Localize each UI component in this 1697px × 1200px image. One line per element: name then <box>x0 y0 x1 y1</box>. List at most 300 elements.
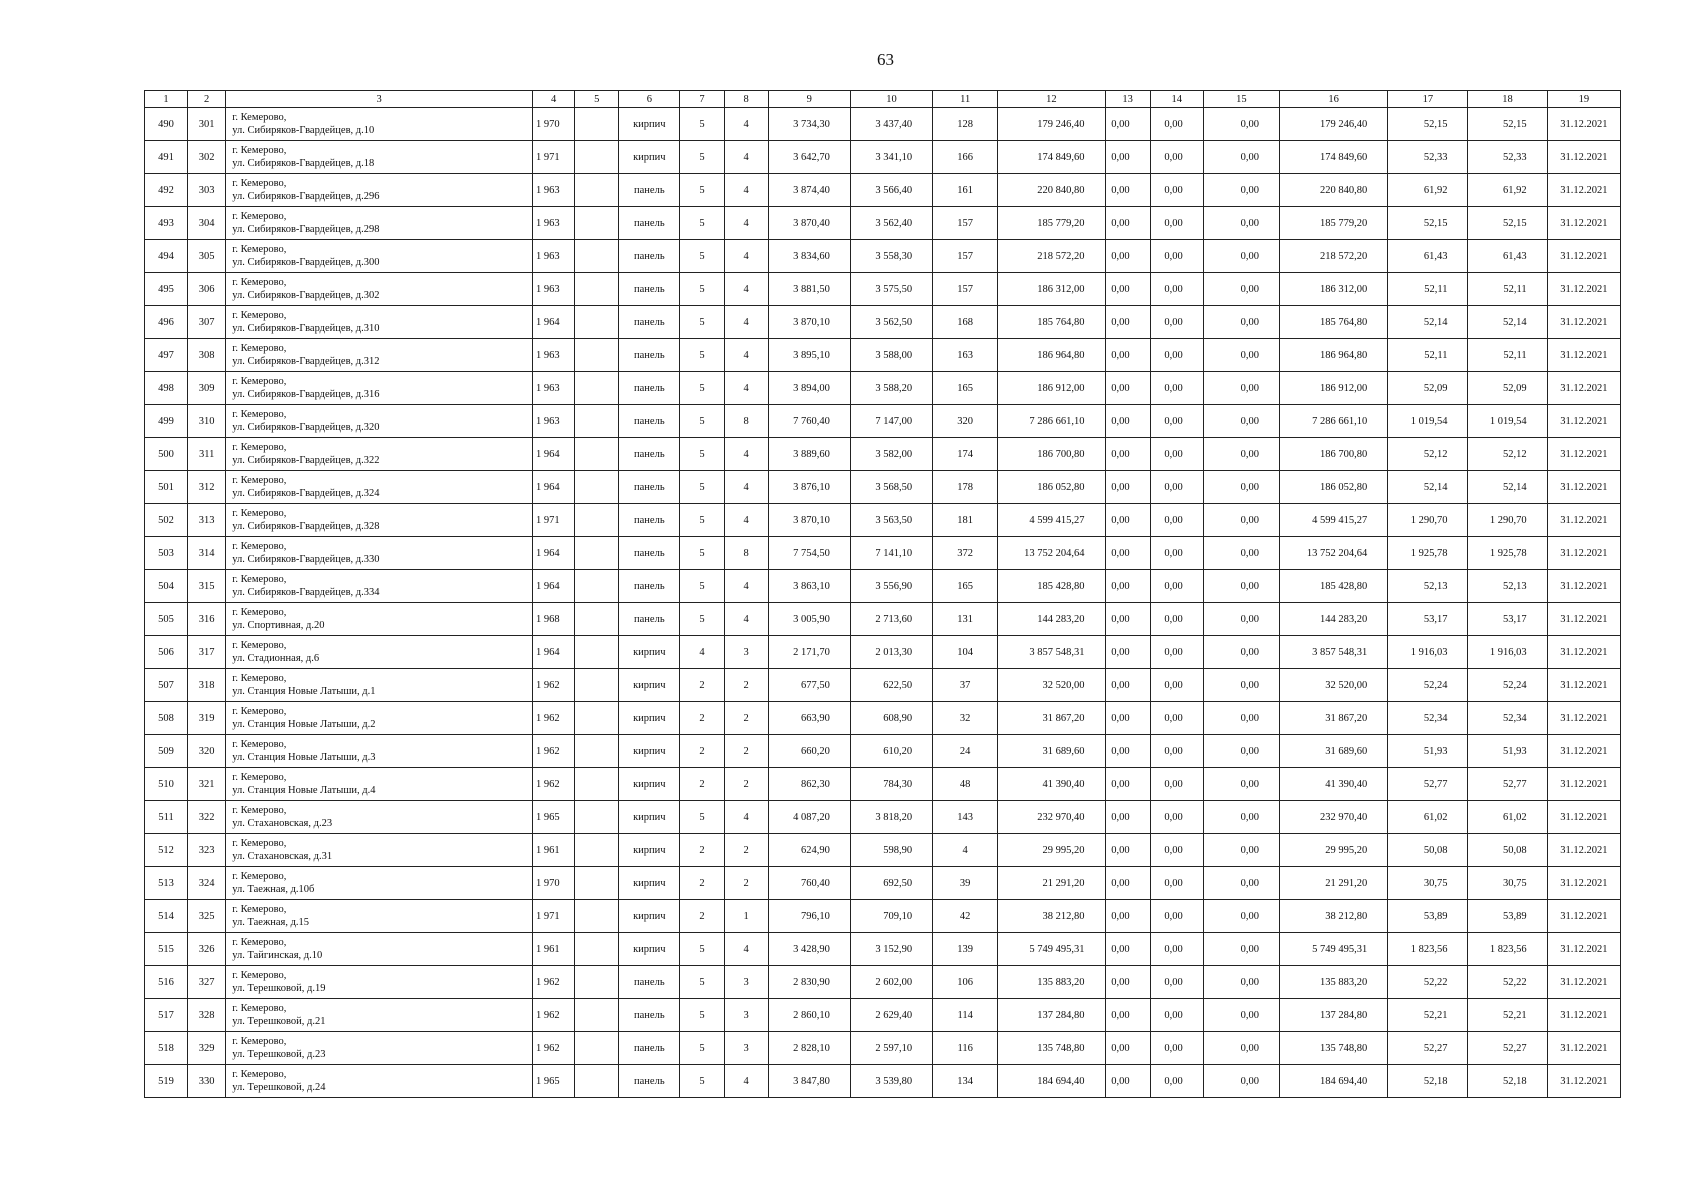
address-street: ул. Сибиряков-Гвардейцев, д.18 <box>232 158 375 169</box>
table-cell: 0,00 <box>1105 1065 1150 1098</box>
table-cell: 31.12.2021 <box>1547 768 1620 801</box>
table-cell: 52,34 <box>1388 702 1468 735</box>
address-cell <box>226 735 533 768</box>
address-street: ул. Сибиряков-Гвардейцев, д.320 <box>232 422 380 433</box>
table-cell: 137 284,80 <box>998 999 1105 1032</box>
table-cell: 303 <box>188 174 226 207</box>
table-cell: 179 246,40 <box>1279 108 1387 141</box>
table-cell <box>575 438 619 471</box>
column-header: 7 <box>680 91 724 108</box>
table-cell: 1 971 <box>533 141 575 174</box>
address-city: г. Кемерово, <box>232 904 287 915</box>
table-cell: 330 <box>188 1065 226 1098</box>
table-cell: 308 <box>188 339 226 372</box>
table-row <box>145 141 1621 174</box>
table-row <box>145 966 1621 999</box>
table-cell: 0,00 <box>1105 735 1150 768</box>
table-cell: 660,20 <box>768 735 850 768</box>
table-cell: 0,00 <box>1203 669 1279 702</box>
column-header: 12 <box>998 91 1105 108</box>
table-cell: 3 876,10 <box>768 471 850 504</box>
table-cell: 0,00 <box>1105 999 1150 1032</box>
table-cell: 326 <box>188 933 226 966</box>
table-cell: 61,02 <box>1388 801 1468 834</box>
table-cell: 53,89 <box>1468 900 1547 933</box>
table-cell: 0,00 <box>1105 471 1150 504</box>
table-cell: 4 <box>724 108 768 141</box>
table-cell: 3 556,90 <box>850 570 932 603</box>
table-cell: 134 <box>933 1065 998 1098</box>
table-cell: 52,21 <box>1388 999 1468 1032</box>
table-cell: 4 <box>724 933 768 966</box>
table-cell: 0,00 <box>1203 339 1279 372</box>
table-cell: 3 834,60 <box>768 240 850 273</box>
table-cell: 610,20 <box>850 735 932 768</box>
table-cell: 1 290,70 <box>1388 504 1468 537</box>
address-street: ул. Сибиряков-Гвардейцев, д.328 <box>232 521 380 532</box>
table-cell: 32 520,00 <box>998 669 1105 702</box>
table-cell: 31.12.2021 <box>1547 141 1620 174</box>
table-cell: 372 <box>933 537 998 570</box>
table-cell: 186 052,80 <box>998 471 1105 504</box>
address-cell <box>226 372 533 405</box>
table-cell: 3 575,50 <box>850 273 932 306</box>
table-cell: 0,00 <box>1203 768 1279 801</box>
table-cell: 31.12.2021 <box>1547 834 1620 867</box>
table-cell: 38 212,80 <box>998 900 1105 933</box>
table-cell: 52,12 <box>1468 438 1547 471</box>
table-cell <box>575 966 619 999</box>
column-header: 15 <box>1203 91 1279 108</box>
table-cell: 52,22 <box>1468 966 1547 999</box>
address-cell <box>226 768 533 801</box>
table-cell: 52,77 <box>1468 768 1547 801</box>
table-cell: 41 390,40 <box>998 768 1105 801</box>
table-cell: кирпич <box>619 636 680 669</box>
table-cell: 622,50 <box>850 669 932 702</box>
table-cell: 220 840,80 <box>998 174 1105 207</box>
table-cell: 0,00 <box>1105 141 1150 174</box>
column-header: 3 <box>226 91 533 108</box>
table-cell: 301 <box>188 108 226 141</box>
table-cell: 309 <box>188 372 226 405</box>
table-cell: 0,00 <box>1150 273 1203 306</box>
table-cell: 0,00 <box>1150 405 1203 438</box>
table-cell: 1 962 <box>533 1032 575 1065</box>
table-cell: 3 <box>724 636 768 669</box>
table-cell: 0,00 <box>1203 405 1279 438</box>
table-cell: 677,50 <box>768 669 850 702</box>
table-cell: 506 <box>145 636 188 669</box>
table-cell: 0,00 <box>1203 570 1279 603</box>
table-cell: 0,00 <box>1150 537 1203 570</box>
table-cell: 137 284,80 <box>1279 999 1387 1032</box>
table-cell: 314 <box>188 537 226 570</box>
address-city: г. Кемерово, <box>232 277 287 288</box>
table-cell: 31.12.2021 <box>1547 372 1620 405</box>
table-cell: 862,30 <box>768 768 850 801</box>
table-cell: 2 <box>724 669 768 702</box>
table-cell: 135 883,20 <box>998 966 1105 999</box>
housing-registry-table <box>144 90 1621 1098</box>
table-cell: 185 428,80 <box>998 570 1105 603</box>
table-cell: 144 283,20 <box>1279 603 1387 636</box>
table-cell: 5 <box>680 933 724 966</box>
table-cell: 2 <box>724 867 768 900</box>
table-row <box>145 339 1621 372</box>
table-cell: 512 <box>145 834 188 867</box>
table-cell: 0,00 <box>1150 471 1203 504</box>
table-cell: 31.12.2021 <box>1547 273 1620 306</box>
table-cell: 52,12 <box>1388 438 1468 471</box>
address-cell <box>226 669 533 702</box>
table-cell: 1 964 <box>533 570 575 603</box>
address-street: ул. Сибиряков-Гвардейцев, д.334 <box>232 587 380 598</box>
address-street: ул. Сибиряков-Гвардейцев, д.310 <box>232 323 380 334</box>
table-cell: 515 <box>145 933 188 966</box>
table-cell: 490 <box>145 108 188 141</box>
address-city: г. Кемерово, <box>232 508 287 519</box>
table-cell: 0,00 <box>1203 1032 1279 1065</box>
table-cell: 5 <box>680 603 724 636</box>
address-cell <box>226 405 533 438</box>
table-cell: 0,00 <box>1203 900 1279 933</box>
table-cell <box>575 603 619 636</box>
column-header: 5 <box>575 91 619 108</box>
table-cell <box>575 108 619 141</box>
table-cell: 52,18 <box>1388 1065 1468 1098</box>
table-cell <box>575 900 619 933</box>
table-cell: 5 <box>680 273 724 306</box>
table-cell: 502 <box>145 504 188 537</box>
table-cell <box>575 768 619 801</box>
table-cell <box>575 405 619 438</box>
table-cell: 505 <box>145 603 188 636</box>
table-cell: 0,00 <box>1105 900 1150 933</box>
table-cell: 31.12.2021 <box>1547 867 1620 900</box>
table-cell: 1 916,03 <box>1388 636 1468 669</box>
table-cell: 114 <box>933 999 998 1032</box>
table-cell: 1 925,78 <box>1468 537 1547 570</box>
page-number: 63 <box>877 50 894 69</box>
table-cell: 3 428,90 <box>768 933 850 966</box>
table-cell: 7 754,50 <box>768 537 850 570</box>
table-row <box>145 174 1621 207</box>
table-cell: 21 291,20 <box>998 867 1105 900</box>
address-cell <box>226 504 533 537</box>
table-cell: 185 779,20 <box>1279 207 1387 240</box>
table-cell: 31.12.2021 <box>1547 603 1620 636</box>
table-cell: 31.12.2021 <box>1547 570 1620 603</box>
table-cell: 494 <box>145 240 188 273</box>
table-cell: 31.12.2021 <box>1547 339 1620 372</box>
table-cell <box>575 867 619 900</box>
table-cell: 324 <box>188 867 226 900</box>
column-header: 6 <box>619 91 680 108</box>
table-cell: 31.12.2021 <box>1547 438 1620 471</box>
table-cell: 517 <box>145 999 188 1032</box>
table-cell: 31.12.2021 <box>1547 669 1620 702</box>
table-cell: 52,11 <box>1468 273 1547 306</box>
table-cell: 5 <box>680 999 724 1032</box>
table-cell: 0,00 <box>1150 240 1203 273</box>
table-cell: 3 874,40 <box>768 174 850 207</box>
table-cell: панель <box>619 471 680 504</box>
table-cell: 52,14 <box>1388 471 1468 504</box>
table-cell: 2 830,90 <box>768 966 850 999</box>
table-row <box>145 207 1621 240</box>
table-cell: 3 894,00 <box>768 372 850 405</box>
table-cell: 1 968 <box>533 603 575 636</box>
address-city: г. Кемерово, <box>232 178 287 189</box>
table-cell: 1 963 <box>533 273 575 306</box>
table-cell: 0,00 <box>1105 834 1150 867</box>
table-cell <box>575 306 619 339</box>
table-cell: кирпич <box>619 669 680 702</box>
table-row <box>145 636 1621 669</box>
table-cell: 491 <box>145 141 188 174</box>
address-city: г. Кемерово, <box>232 937 287 948</box>
table-cell: 3 558,30 <box>850 240 932 273</box>
table-cell: 0,00 <box>1105 669 1150 702</box>
table-cell: 1 964 <box>533 537 575 570</box>
column-header: 11 <box>933 91 998 108</box>
table-cell: 317 <box>188 636 226 669</box>
table-cell: 518 <box>145 1032 188 1065</box>
table-cell: панель <box>619 273 680 306</box>
table-cell: 2 <box>724 702 768 735</box>
table-cell: 3 568,50 <box>850 471 932 504</box>
column-header: 14 <box>1150 91 1203 108</box>
address-street: ул. Сибиряков-Гвардейцев, д.316 <box>232 389 380 400</box>
table-cell: 52,33 <box>1468 141 1547 174</box>
table-cell: 0,00 <box>1150 999 1203 1032</box>
address-city: г. Кемерово, <box>232 739 287 750</box>
table-cell: 38 212,80 <box>1279 900 1387 933</box>
address-city: г. Кемерово, <box>232 607 287 618</box>
table-cell: панель <box>619 207 680 240</box>
table-cell: 61,92 <box>1468 174 1547 207</box>
address-city: г. Кемерово, <box>232 838 287 849</box>
table-cell: 5 <box>680 1065 724 1098</box>
table-cell: панель <box>619 372 680 405</box>
table-cell: 0,00 <box>1203 867 1279 900</box>
table-cell: 608,90 <box>850 702 932 735</box>
table-cell: 1 925,78 <box>1388 537 1468 570</box>
table-cell: 0,00 <box>1203 999 1279 1032</box>
table-cell: 1 963 <box>533 240 575 273</box>
table-cell: 1 971 <box>533 504 575 537</box>
table-cell: 1 970 <box>533 867 575 900</box>
table-cell: 323 <box>188 834 226 867</box>
table-cell: 3 870,10 <box>768 306 850 339</box>
table-cell: 31.12.2021 <box>1547 702 1620 735</box>
table-cell: 52,15 <box>1388 108 1468 141</box>
table-cell: 5 <box>680 306 724 339</box>
table-row <box>145 999 1621 1032</box>
table-cell: панель <box>619 240 680 273</box>
table-cell: 4 <box>724 339 768 372</box>
table-cell: 3 <box>724 1032 768 1065</box>
table-cell: 32 520,00 <box>1279 669 1387 702</box>
table-cell: 4 <box>724 141 768 174</box>
table-cell: 3 895,10 <box>768 339 850 372</box>
table-cell: 61,43 <box>1468 240 1547 273</box>
table-cell: 2 713,60 <box>850 603 932 636</box>
table-cell: 52,18 <box>1468 1065 1547 1098</box>
table-cell: 796,10 <box>768 900 850 933</box>
table-cell: кирпич <box>619 801 680 834</box>
address-city: г. Кемерово, <box>232 706 287 717</box>
table-cell: 0,00 <box>1203 273 1279 306</box>
table-cell: 663,90 <box>768 702 850 735</box>
table-cell: 31.12.2021 <box>1547 108 1620 141</box>
table-cell: 0,00 <box>1105 207 1150 240</box>
table-cell: панель <box>619 405 680 438</box>
address-city: г. Кемерово, <box>232 244 287 255</box>
column-number-row <box>145 91 1621 108</box>
table-cell: 52,14 <box>1468 306 1547 339</box>
address-street: ул. Сибиряков-Гвардейцев, д.302 <box>232 290 380 301</box>
table-cell: 3 563,50 <box>850 504 932 537</box>
table-cell: 3 539,80 <box>850 1065 932 1098</box>
table-cell: 52,27 <box>1468 1032 1547 1065</box>
table-cell: 2 <box>724 834 768 867</box>
table-cell: 0,00 <box>1105 702 1150 735</box>
table-cell: 31.12.2021 <box>1547 405 1620 438</box>
table-cell: 21 291,20 <box>1279 867 1387 900</box>
address-city: г. Кемерово, <box>232 772 287 783</box>
table-cell: панель <box>619 174 680 207</box>
address-city: г. Кемерово, <box>232 211 287 222</box>
table-cell: 0,00 <box>1203 735 1279 768</box>
table-row <box>145 1065 1621 1098</box>
address-cell <box>226 207 533 240</box>
table-cell: 2 <box>680 900 724 933</box>
table-cell: 325 <box>188 900 226 933</box>
table-cell: 0,00 <box>1105 504 1150 537</box>
table-cell: 31.12.2021 <box>1547 537 1620 570</box>
table-cell: 498 <box>145 372 188 405</box>
table-row <box>145 1032 1621 1065</box>
table-cell: панель <box>619 570 680 603</box>
table-cell: 624,90 <box>768 834 850 867</box>
table-cell: 4 <box>724 570 768 603</box>
address-cell <box>226 900 533 933</box>
table-cell: 3 847,80 <box>768 1065 850 1098</box>
table-cell: 495 <box>145 273 188 306</box>
table-cell <box>575 273 619 306</box>
table-cell: 61,92 <box>1388 174 1468 207</box>
table-cell: 0,00 <box>1105 339 1150 372</box>
table-row <box>145 504 1621 537</box>
table-row <box>145 867 1621 900</box>
table-cell: 5 <box>680 372 724 405</box>
address-cell <box>226 801 533 834</box>
table-cell: 52,13 <box>1388 570 1468 603</box>
table-cell: 3 863,10 <box>768 570 850 603</box>
table-cell: 3 870,10 <box>768 504 850 537</box>
table-cell <box>575 834 619 867</box>
table-cell: 2 <box>680 867 724 900</box>
table-row <box>145 900 1621 933</box>
table-cell: кирпич <box>619 108 680 141</box>
table-cell: 511 <box>145 801 188 834</box>
table-cell: 174 849,60 <box>998 141 1105 174</box>
table-cell: 5 <box>680 438 724 471</box>
table-cell: 163 <box>933 339 998 372</box>
table-cell: 0,00 <box>1150 603 1203 636</box>
table-cell <box>575 669 619 702</box>
table-cell: 4 <box>724 306 768 339</box>
address-street: ул. Сибиряков-Гвардейцев, д.312 <box>232 356 380 367</box>
table-cell: 179 246,40 <box>998 108 1105 141</box>
address-city: г. Кемерово, <box>232 541 287 552</box>
table-cell: 232 970,40 <box>1279 801 1387 834</box>
table-cell: 52,11 <box>1388 339 1468 372</box>
table-cell: 2 <box>680 834 724 867</box>
table-cell: 1 963 <box>533 405 575 438</box>
table-cell: 1 962 <box>533 966 575 999</box>
table-cell: 174 <box>933 438 998 471</box>
table-cell: 232 970,40 <box>998 801 1105 834</box>
table-cell: 0,00 <box>1150 702 1203 735</box>
table-cell: 1 963 <box>533 174 575 207</box>
table-cell: 1 970 <box>533 108 575 141</box>
table-cell: 4 <box>724 504 768 537</box>
address-cell <box>226 339 533 372</box>
table-cell: 3 <box>724 999 768 1032</box>
table-cell: 31.12.2021 <box>1547 1032 1620 1065</box>
address-city: г. Кемерово, <box>232 1069 287 1080</box>
table-cell: 42 <box>933 900 998 933</box>
table-cell: 4 <box>724 471 768 504</box>
table-cell: 1 962 <box>533 999 575 1032</box>
table-cell: 504 <box>145 570 188 603</box>
table-cell: 4 <box>724 1065 768 1098</box>
table-row <box>145 669 1621 702</box>
address-cell <box>226 471 533 504</box>
table-cell: 39 <box>933 867 998 900</box>
address-cell <box>226 570 533 603</box>
table-cell: 3 152,90 <box>850 933 932 966</box>
table-cell: 784,30 <box>850 768 932 801</box>
table-cell: панель <box>619 1032 680 1065</box>
table-cell: 186 912,00 <box>998 372 1105 405</box>
table-cell: 53,17 <box>1468 603 1547 636</box>
table-cell: 37 <box>933 669 998 702</box>
address-street: ул. Стахановская, д.23 <box>232 818 333 829</box>
address-cell <box>226 108 533 141</box>
table-cell: 31.12.2021 <box>1547 306 1620 339</box>
table-cell: 31.12.2021 <box>1547 174 1620 207</box>
table-cell: 53,17 <box>1388 603 1468 636</box>
address-city: г. Кемерово, <box>232 145 287 156</box>
table-cell: 135 883,20 <box>1279 966 1387 999</box>
table-row <box>145 405 1621 438</box>
address-cell <box>226 306 533 339</box>
table-cell: 0,00 <box>1105 570 1150 603</box>
table-cell: 31 689,60 <box>998 735 1105 768</box>
table-cell: 31.12.2021 <box>1547 933 1620 966</box>
table-cell: кирпич <box>619 702 680 735</box>
table-cell: 508 <box>145 702 188 735</box>
address-city: г. Кемерово, <box>232 673 287 684</box>
table-cell: 186 964,80 <box>998 339 1105 372</box>
column-header: 18 <box>1468 91 1547 108</box>
table-cell: 320 <box>188 735 226 768</box>
address-street: ул. Станция Новые Латыши, д.4 <box>232 785 376 796</box>
